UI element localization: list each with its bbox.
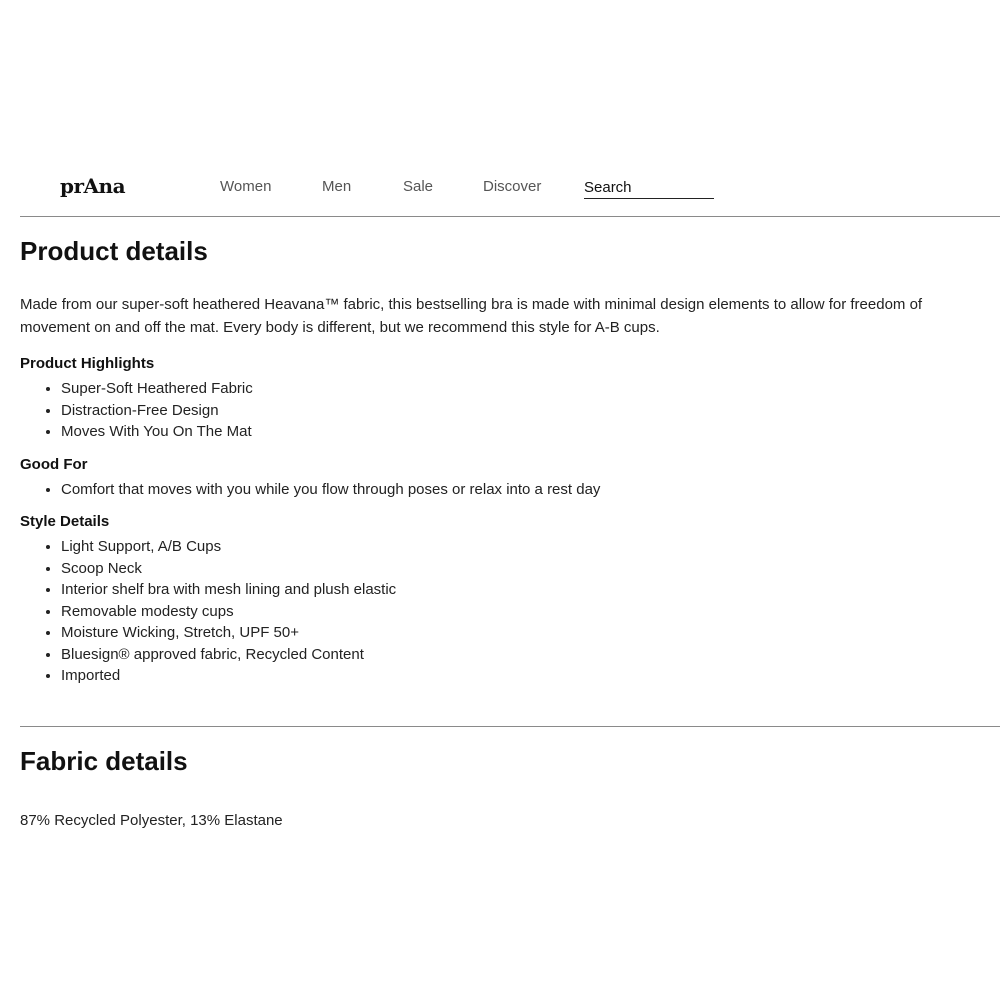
list-item: • Removable modesty cups <box>61 601 980 623</box>
nav-item-sale[interactable]: Sale <box>403 178 434 195</box>
fabric-details-title: Fabric details <box>20 746 188 776</box>
list-item: • Imported <box>61 665 980 687</box>
list-item: • Comfort that moves with you while you flow through poses or relax into a rest day <box>61 479 980 501</box>
site-header <box>0 160 1000 216</box>
header-divider <box>20 216 1000 217</box>
highlights-heading: Product Highlights <box>20 355 155 372</box>
nav-item-discover[interactable]: Discover <box>483 178 542 195</box>
list-item: • Scoop Neck <box>61 558 980 580</box>
nav-item-women[interactable]: Women <box>220 178 272 195</box>
fabric-composition: 87% Recycled Polyester, 13% Elastane <box>20 812 283 829</box>
section-divider <box>20 726 1000 727</box>
style-details-heading: Style Details <box>20 513 110 530</box>
good-for-heading: Good For <box>20 455 88 473</box>
list-item: • Moisture Wicking, Stretch, UPF 50+ <box>61 622 980 644</box>
product-details-section <box>20 236 980 687</box>
brand-logo[interactable]: prAna <box>60 174 126 198</box>
list-item: • Distraction-Free Design <box>61 400 980 422</box>
product-details-title: Product details <box>20 236 208 266</box>
nav-item-men[interactable]: Men <box>322 178 352 195</box>
list-item: • Light Support, A/B Cups <box>61 536 980 558</box>
list-item: • Super-Soft Heathered Fabric <box>61 378 980 400</box>
style-details-list <box>20 536 980 687</box>
list-item: • Interior shelf bra with mesh lining and plush elastic <box>61 579 980 601</box>
fabric-details-section <box>20 746 980 832</box>
highlights-list <box>20 378 980 443</box>
list-item: • Moves With You On The Mat <box>61 421 980 443</box>
product-description: Made from our super-soft heathered Heavana™ fabric, this bestselling bra is made with minimal design elements to allow for freedom of movement on and off the mat. Every body is different, but we recommend this style for A-B cups. <box>20 296 923 336</box>
search-input[interactable] <box>584 176 714 199</box>
good-for-list <box>20 479 980 501</box>
list-item: • Bluesign® approved fabric, Recycled Content <box>61 644 980 666</box>
